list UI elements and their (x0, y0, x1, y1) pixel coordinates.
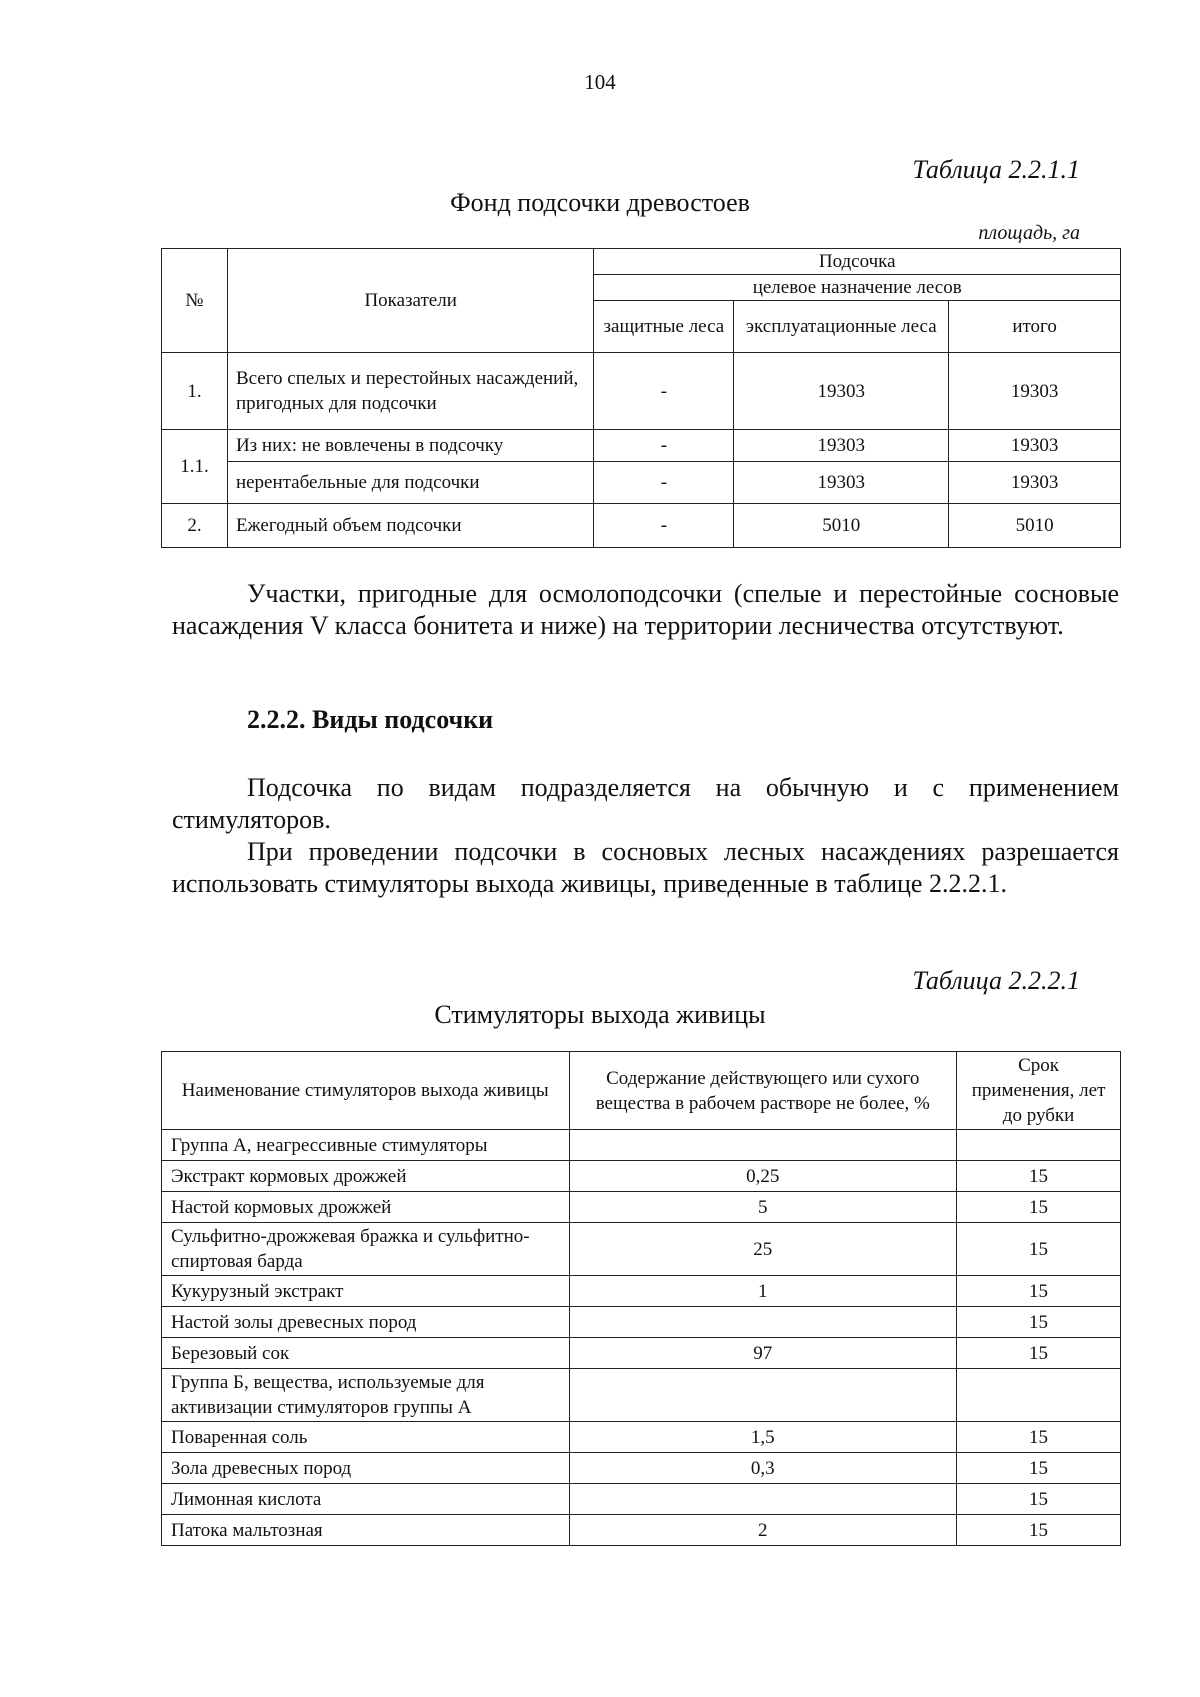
table2-cell-term: 15 (957, 1484, 1121, 1515)
paragraph-1-text: Участки, пригодные для осмолоподсочки (спелые и перестойные сосновые насаждения V класса бонитета и ниже) на территории лесничества отсутствуют. (172, 579, 1119, 640)
table2-header-content: Содержание действующего или сухого вещества в рабочем растворе не более, % (569, 1052, 957, 1130)
table2-cell-name: Патока мальтозная (162, 1515, 570, 1546)
table1-header-exploitation: эксплуатационные леса (734, 301, 949, 353)
table1-cell-label: Из них: не вовлечены в подсочку (227, 430, 593, 462)
table1-cell-protective: - (594, 430, 734, 462)
paragraph-1 (172, 578, 1119, 642)
table2-cell-name: Лимонная кислота (162, 1484, 570, 1515)
table2-cell-name: Группа А, неагрессивные стимуляторы (162, 1130, 570, 1161)
table2-cell-term: 15 (957, 1192, 1121, 1223)
table2-cell-content (569, 1307, 957, 1338)
table1-title: Фонд подсочки древостоев (450, 188, 750, 217)
table2-cell-term: 15 (957, 1453, 1121, 1484)
table1-cell-total: 19303 (949, 430, 1121, 462)
table2-cell-content (569, 1369, 957, 1422)
table2-cell-name: Сульфитно-дрожжевая бражка и сульфитно-спиртовая барда (162, 1223, 570, 1276)
table2-cell-name: Настой кормовых дрожжей (162, 1192, 570, 1223)
table2-cell-term: 15 (957, 1223, 1121, 1276)
paragraph-2-text: Подсочка по видам подразделяется на обычную и с применением стимуляторов. (172, 773, 1119, 834)
table2-cell-name: Экстракт кормовых дрожжей (162, 1161, 570, 1192)
table-row (162, 1276, 1121, 1307)
table1-cell-total: 19303 (949, 462, 1121, 504)
table1-header-protective: защитные леса (594, 301, 734, 353)
table-row (162, 1161, 1121, 1192)
paragraph-3-text: При проведении подсочки в сосновых лесных насаждениях разрешается использовать стимуляторы выхода живицы, приведенные в таблице 2.2.2.1. (172, 837, 1119, 898)
table2-cell-name: Кукурузный экстракт (162, 1276, 570, 1307)
table-row (162, 353, 1121, 430)
table2-cell-term: 15 (957, 1422, 1121, 1453)
table2-cell-content: 2 (569, 1515, 957, 1546)
table1-cell-num: 1. (162, 353, 228, 430)
table2-cell-content (569, 1484, 957, 1515)
table1-header-tapping: Подсочка (594, 249, 1121, 275)
table1-cell-total: 19303 (949, 353, 1121, 430)
table2-cell-name: Настой золы древесных пород (162, 1307, 570, 1338)
table-row (162, 1338, 1121, 1369)
table1-units: площадь, га (978, 222, 1080, 244)
table-row (162, 1453, 1121, 1484)
table2-cell-term (957, 1130, 1121, 1161)
table2-cell-content: 1 (569, 1276, 957, 1307)
table-row (162, 1130, 1121, 1161)
table1-cell-protective: - (594, 353, 734, 430)
table1-cell-total: 5010 (949, 504, 1121, 548)
table2-cell-term: 15 (957, 1338, 1121, 1369)
table2-caption: Таблица 2.2.2.1 (912, 966, 1080, 995)
table1-cell-exploitation: 19303 (734, 430, 949, 462)
table2 (161, 1051, 1121, 1546)
table1-caption: Таблица 2.2.1.1 (912, 155, 1080, 184)
table1-cell-protective: - (594, 504, 734, 548)
table1-header-total: итого (949, 301, 1121, 353)
table1-cell-num: 2. (162, 504, 228, 548)
table-row (162, 1484, 1121, 1515)
table2-cell-name: Поваренная соль (162, 1422, 570, 1453)
table2-header-term: Срок применения, лет до рубки (957, 1052, 1121, 1130)
table-row (162, 504, 1121, 548)
table-row (162, 1223, 1121, 1276)
table-row (162, 1369, 1121, 1422)
table-row (162, 1192, 1121, 1223)
page-number: 104 (584, 70, 616, 94)
table1-header-purpose: целевое назначение лесов (594, 275, 1121, 301)
table1-cell-label: Всего спелых и перестойных насаждений, пригодных для подсочки (227, 353, 593, 430)
table-row (162, 1307, 1121, 1338)
paragraph-3 (172, 836, 1119, 900)
table2-cell-content: 25 (569, 1223, 957, 1276)
table1-cell-exploitation: 19303 (734, 462, 949, 504)
table2-cell-content: 97 (569, 1338, 957, 1369)
table2-cell-term: 15 (957, 1161, 1121, 1192)
paragraph-2 (172, 772, 1119, 836)
table-row (162, 1515, 1121, 1546)
table2-cell-term: 15 (957, 1307, 1121, 1338)
table1-cell-exploitation: 5010 (734, 504, 949, 548)
table1-cell-exploitation: 19303 (734, 353, 949, 430)
table1-cell-label: Ежегодный объем подсочки (227, 504, 593, 548)
table2-cell-content: 0,3 (569, 1453, 957, 1484)
table2-title: Стимуляторы выхода живицы (434, 1000, 766, 1029)
table1 (161, 248, 1121, 548)
table-row (162, 1422, 1121, 1453)
table2-cell-name: Группа Б, вещества, используемые для активизации стимуляторов группы А (162, 1369, 570, 1422)
table2-cell-term (957, 1369, 1121, 1422)
table2-cell-term: 15 (957, 1276, 1121, 1307)
table1-cell-protective: - (594, 462, 734, 504)
table2-cell-term: 15 (957, 1515, 1121, 1546)
table1-header-num: № (162, 249, 228, 353)
table2-cell-content (569, 1130, 957, 1161)
table2-cell-content: 1,5 (569, 1422, 957, 1453)
table1-cell-num: 1.1. (162, 430, 228, 504)
table2-cell-content: 0,25 (569, 1161, 957, 1192)
section-heading: 2.2.2. Виды подсочки (247, 705, 494, 734)
table2-cell-name: Зола древесных пород (162, 1453, 570, 1484)
table1-header-indicators: Показатели (227, 249, 593, 353)
table2-header-name: Наименование стимуляторов выхода живицы (162, 1052, 570, 1130)
table1-cell-label: нерентабельные для подсочки (227, 462, 593, 504)
table-row (162, 430, 1121, 462)
table2-cell-name: Березовый сок (162, 1338, 570, 1369)
table2-cell-content: 5 (569, 1192, 957, 1223)
table-row (162, 462, 1121, 504)
